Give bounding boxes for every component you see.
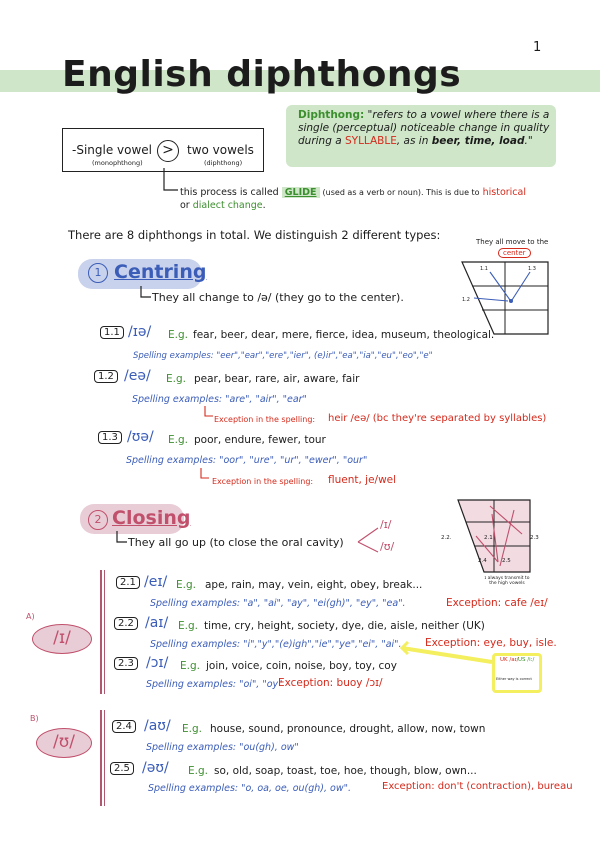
- item-1-2-exception-arrow-icon: [202, 406, 214, 420]
- closing-trapezoid-diagram: [456, 496, 536, 578]
- item-2-2-eg: E.g.: [178, 620, 198, 632]
- diagram1-label-1: 1.1: [480, 266, 488, 272]
- item-2-3-spelling: Spelling examples: "oi", "oy": [146, 679, 283, 690]
- item-2-4-examples: house, sound, pronounce, drought, allow, now, town: [210, 723, 486, 735]
- item-2-2-examples: time, cry, height, society, dye, die, aisle, neither (UK): [204, 620, 485, 632]
- item-2-4-spelling: Spelling examples: "ou(gh), ow": [146, 742, 299, 753]
- item-2-1-number: 2.1: [116, 576, 140, 589]
- group-a-letter: A): [26, 612, 35, 621]
- centring-title: Centring: [114, 261, 207, 283]
- group-b-bracket-inner: [104, 710, 105, 806]
- diagram2-label-2: 2.1: [484, 535, 493, 541]
- item-2-5-spelling: Spelling examples: "o, oa, oe, ou(gh), ow".: [148, 783, 352, 794]
- glide-mid: (used as a verb or noun). This is due to: [322, 188, 480, 197]
- vowel-trapezoid-diagram: [460, 258, 555, 338]
- item-1-3-number: 1.3: [98, 431, 122, 444]
- group-b-symbol: /ʊ/: [36, 728, 92, 758]
- centring-arrow-icon: [138, 286, 152, 302]
- diagram1-center-label: center: [498, 248, 531, 258]
- diagram2-caption: ɪ always transmit to the high vowels: [484, 576, 530, 586]
- note-us: US /iː/: [518, 657, 535, 663]
- item-1-3-exception-label: Exception in the spelling:: [212, 477, 314, 486]
- item-2-3-ipa: /ɔɪ/: [146, 655, 169, 671]
- note-either: Either way is correct: [496, 677, 532, 681]
- intro-text: There are 8 diphthongs in total. We distinguish 2 different types:: [68, 228, 441, 242]
- glide-dialect: dialect change: [192, 200, 263, 211]
- glide-arrow-icon: [160, 168, 180, 196]
- item-1-3-ipa: /ʊə/: [127, 429, 154, 445]
- item-1-2-number: 1.2: [94, 370, 118, 383]
- item-1-2-ipa: /eə/: [124, 368, 151, 384]
- diagram1-label-2: 1.3: [528, 266, 536, 272]
- item-1-3-examples: poor, endure, fewer, tour: [194, 434, 326, 446]
- single-vowel-label: -Single vowel: [72, 143, 153, 157]
- item-1-2-examples: pear, bear, rare, air, aware, fair: [194, 373, 360, 385]
- centring-number: 1: [88, 263, 108, 283]
- item-1-1-eg: E.g.: [168, 329, 188, 341]
- definition-end: .": [524, 135, 533, 147]
- page-title: English diphthongs: [62, 54, 462, 95]
- item-2-5-eg: E.g.: [188, 765, 208, 777]
- closing-branch-icon: [356, 520, 382, 560]
- item-2-2-ipa: /aɪ/: [145, 615, 169, 631]
- diagram1-caption: They all move to the: [476, 238, 549, 246]
- item-2-1-ipa: /eɪ/: [144, 574, 168, 590]
- item-1-2-spelling: Spelling examples: "are", "air", "ear": [132, 394, 307, 405]
- item-2-2-spelling: Spelling examples: "i","y","(e)igh","ie","ye","ei", "ai".: [150, 639, 402, 650]
- definition-text2: , as in: [396, 135, 432, 147]
- item-1-3-exception-arrow-icon: [198, 468, 210, 482]
- group-a-symbol: /ɪ/: [32, 624, 92, 654]
- item-1-3-eg: E.g.: [168, 434, 188, 446]
- item-2-1-spelling: Spelling examples: "a", "ai", "ay", "ei(gh)", "ey", "ea".: [150, 598, 406, 609]
- diphthong-sub: (diphthong): [204, 159, 243, 167]
- item-2-3-examples: join, voice, coin, noise, boy, toy, coy: [206, 660, 397, 672]
- group-a-bracket-inner: [104, 570, 105, 694]
- closing-target-i: /ɪ/: [380, 518, 392, 531]
- diagram1-label-3: 1.2: [462, 297, 470, 303]
- item-1-3-spelling: Spelling examples: "oor", "ure", "ur", "ewer", "our": [126, 455, 368, 466]
- definition-examples: beer, time, load: [431, 135, 525, 147]
- item-2-5-examples: so, old, soap, toast, toe, hoe, though, blow, own...: [214, 765, 477, 777]
- item-2-2-number: 2.2: [114, 617, 138, 630]
- item-2-5-ipa: /əʊ/: [142, 760, 169, 776]
- glide-word: GLIDE: [282, 187, 320, 198]
- definition-text: "refers to a vowel where there is a single (perceptual) noticeable change in quality during a: [298, 109, 550, 147]
- item-2-5-exception: Exception: don't (contraction), bureau: [382, 781, 573, 792]
- item-1-2-eg: E.g.: [166, 373, 186, 385]
- item-2-4-eg: E.g.: [182, 723, 202, 735]
- two-vowels-label: two vowels: [187, 143, 254, 157]
- glide-end: .: [262, 200, 266, 211]
- centring-desc: They all change to /ə/ (they go to the center).: [152, 291, 404, 304]
- item-1-1-spelling: Spelling examples: "eer","ear","ere","ier", (e)ir","ea","ia","eu","eo","e": [133, 351, 433, 361]
- glide-pre: this process is called: [180, 187, 279, 198]
- note-connector-arrow-icon: [400, 640, 500, 680]
- diagram2-label-4: 2.4: [478, 558, 487, 564]
- monophthong-sub: (monophthong): [92, 159, 143, 167]
- diagram2-label-3: 2.3: [530, 535, 539, 541]
- closing-desc: They all go up (to close the oral cavity): [128, 536, 344, 549]
- group-b-letter: B): [30, 714, 39, 723]
- item-2-4-number: 2.4: [112, 720, 136, 733]
- note-uk: UK /aɪ/: [500, 657, 519, 663]
- page-number: 1: [533, 40, 542, 55]
- item-1-1-ipa: /ɪə/: [128, 324, 152, 340]
- item-2-3-exception: Exception: buoy /ɔɪ/: [278, 677, 383, 689]
- item-2-5-number: 2.5: [110, 762, 134, 775]
- diagram2-label-1: 2.2.: [441, 535, 452, 541]
- glide-note: [180, 186, 540, 212]
- item-1-1-examples: fear, beer, dear, mere, fierce, idea, museum, theological.: [193, 329, 495, 341]
- item-2-1-exception: Exception: cafe /eɪ/: [446, 597, 548, 609]
- item-1-1-number: 1.1: [100, 326, 124, 339]
- glide-or: or: [180, 200, 190, 211]
- diphthong-definition: [298, 109, 554, 148]
- closing-target-u: /ʊ/: [380, 540, 395, 553]
- item-2-3-number: 2.3: [114, 657, 138, 670]
- group-b-bracket: [100, 710, 102, 806]
- definition-syllable: SYLLABLE: [344, 135, 397, 147]
- closing-number: 2: [88, 510, 108, 530]
- group-a-bracket: [100, 570, 102, 694]
- glide-historical: historical: [482, 187, 526, 198]
- item-2-1-examples: ape, rain, may, vein, eight, obey, break...: [205, 579, 423, 591]
- closing-title: Closing: [112, 507, 191, 529]
- item-2-1-eg: E.g.: [176, 579, 196, 591]
- item-1-2-exception: heir /eə/ (bc they're separated by syllables): [328, 413, 547, 424]
- greater-than-sign: >: [157, 140, 179, 162]
- item-2-2-exception: Exception: eye, buy, isle.: [425, 637, 557, 649]
- diagram2-label-5: 2.5: [502, 558, 511, 564]
- definition-term: Diphthong:: [298, 109, 365, 121]
- item-2-4-ipa: /aʊ/: [144, 718, 171, 734]
- item-1-2-exception-label: Exception in the spelling:: [214, 415, 316, 424]
- item-2-3-eg: E.g.: [180, 660, 200, 672]
- closing-arrow-icon: [114, 531, 128, 547]
- item-1-3-exception: fluent, je/wel: [328, 474, 397, 486]
